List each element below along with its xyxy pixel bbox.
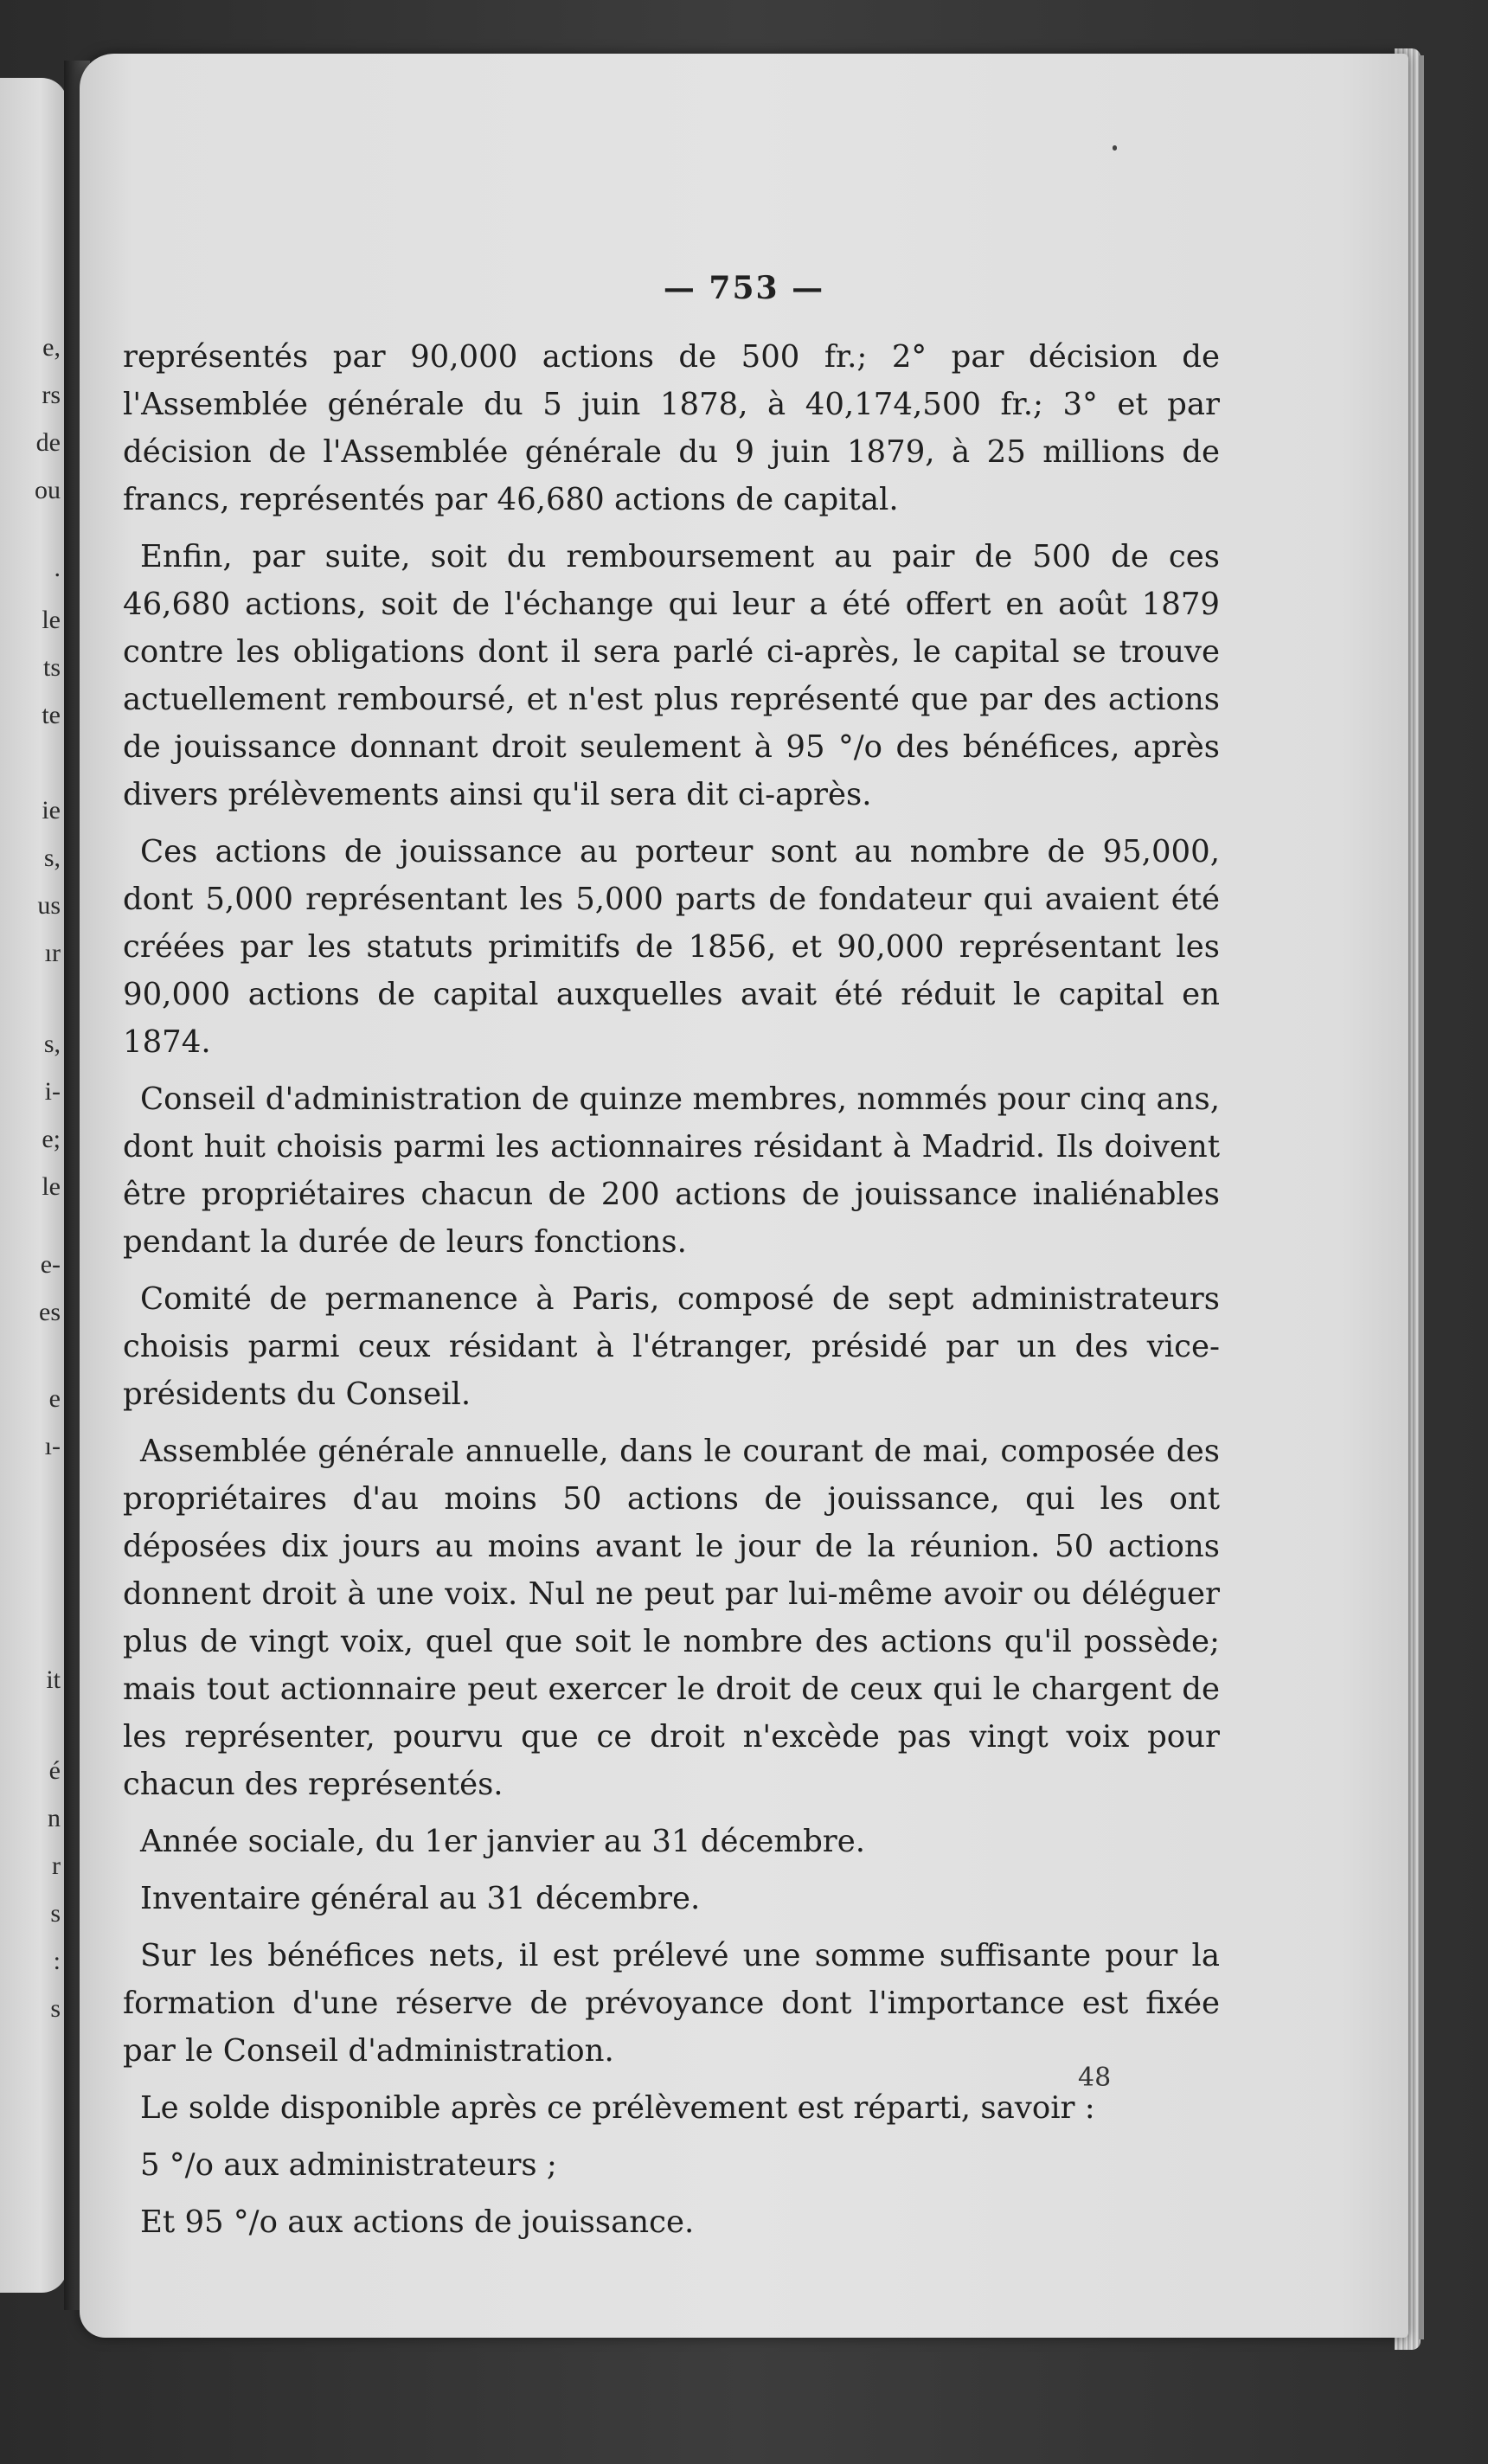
facing-page-fragment: e xyxy=(48,1384,61,1413)
facing-page-fragment: de xyxy=(35,428,61,457)
facing-page-fragment: ts xyxy=(42,653,61,682)
facing-page-fragment: s, xyxy=(43,1030,61,1058)
facing-page-fragment: us xyxy=(37,891,61,920)
paragraph: Assemblée générale annuelle, dans le courant de mai, composée des propriétaires d'au moins 50 actions de jouissance, qui les ont déposées dix jours au moins avant le jour de la réunion. 50 actions donnent droit à une voix. Nul ne peut par lui-même avoir ou déléguer plus de vingt voix, quel que soit le nombre des actions qu'il possède; mais tout actionnaire peut exercer le droit de ceux qui le chargent de les représenter, pourvu que ce droit n'excède pas vingt voix pour chacun des représentés. xyxy=(123,1434,1220,1802)
facing-page-fragment: e; xyxy=(42,1125,61,1153)
facing-page-fragment: r xyxy=(52,1851,61,1880)
facing-page-fragment: le xyxy=(42,606,61,634)
folio-number: 48 xyxy=(1078,2063,1112,2093)
paragraph: représentés par 90,000 actions de 500 fr.; 2° par décision de l'Assemblée générale du 5 juin 1878, à 40,174,500 fr.; 3° et par décision de l'Assemblée générale du 9 juin 1879, à 25 millions de francs, représentés par 46,680 actions de capital. xyxy=(123,339,1220,517)
paragraph: Comité de permanence à Paris, composé de sept administrateurs choisis parmi ceux résidant à l'étranger, présidé par un des vice-présidents du Conseil. xyxy=(123,1281,1220,1412)
facing-page-fragment: e- xyxy=(40,1250,61,1279)
facing-page-fragment: e, xyxy=(42,333,61,362)
facing-page-fragment: s xyxy=(50,1899,61,1928)
paragraph: Enfin, par suite, soit du remboursement au pair de 500 de ces 46,680 actions, soit de l'échange qui leur a été offert en août 1879 contre les obligations dont il sera parlé ci-après, le capital se trouve actuellement remboursé, et n'est plus représenté que par des actions de jouissance donnant droit seulement à 95 °/o des bénéfices, après divers prélèvements ainsi qu'il sera dit ci-après. xyxy=(123,539,1220,812)
paragraph: Année sociale, du 1er janvier au 31 décembre. xyxy=(140,1824,866,1859)
facing-page-fragment: n xyxy=(48,1804,61,1832)
page-header: — 753 — xyxy=(663,270,825,306)
facing-page-fragment: : xyxy=(53,1947,61,1975)
facing-page-fragment: it xyxy=(46,1665,61,1694)
paragraph: Inventaire général au 31 décembre. xyxy=(140,1881,701,1916)
ink-speck xyxy=(1113,145,1117,151)
facing-page-fragment: s xyxy=(50,1994,61,2023)
facing-page-fragment: ı- xyxy=(44,1432,61,1460)
paragraph: 5 °/o aux administrateurs ; xyxy=(140,2147,557,2183)
body-text xyxy=(123,333,1220,2255)
page-edge-line xyxy=(1419,55,1424,2339)
paragraph: Ces actions de jouissance au porteur sont au nombre de 95,000, dont 5,000 représentant les 5,000 parts de fondateur qui avaient été créées par les statuts primitifs de 1856, et 90,000 représentant les 90,000 actions de capital auxquelles avait été réduit le capital en 1874. xyxy=(123,834,1220,1060)
paragraph: Le solde disponible après ce prélèvement est réparti, savoir : xyxy=(140,2090,1095,2126)
facing-page-fragment: ır xyxy=(44,939,61,967)
paragraph: Conseil d'administration de quinze membres, nommés pour cinq ans, dont huit choisis parmi les actionnaires résidant à Madrid. Ils doivent être propriétaires chacun de 200 actions de jouissance inaliénables pendant la durée de leurs fonctions. xyxy=(123,1081,1220,1260)
facing-page-fragment: i- xyxy=(44,1077,61,1106)
facing-page xyxy=(0,78,67,2293)
facing-page-fragment: es xyxy=(39,1298,61,1326)
paragraph: Et 95 °/o aux actions de jouissance. xyxy=(140,2204,695,2240)
facing-page-fragment: rs xyxy=(42,381,61,409)
facing-page-fragment: te xyxy=(42,701,61,729)
facing-page-fragment: . xyxy=(54,554,61,582)
facing-page-fragment: é xyxy=(48,1756,61,1785)
facing-page-fragment: le xyxy=(42,1172,61,1201)
facing-page-fragment: ie xyxy=(42,796,61,825)
paragraph: Sur les bénéfices nets, il est prélevé une somme suffisante pour la formation d'une réserve de prévoyance dont l'importance est fixée par le Conseil d'administration. xyxy=(123,1938,1220,2069)
facing-page-fragment: ou xyxy=(35,476,61,504)
facing-page-fragment: s, xyxy=(43,844,61,872)
